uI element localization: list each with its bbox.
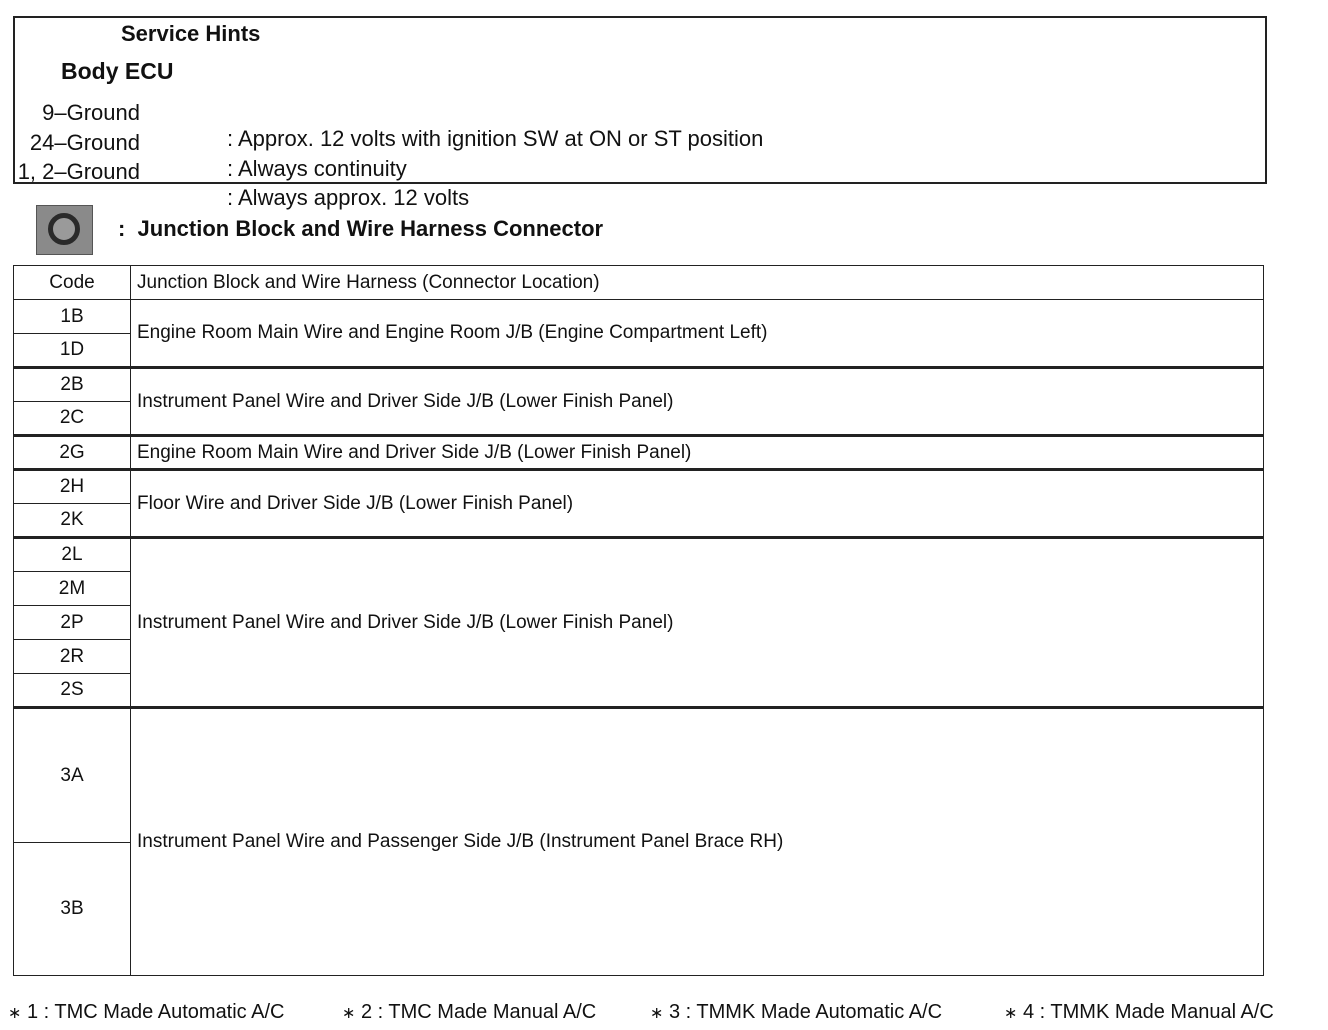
connector-location: Engine Room Main Wire and Driver Side J/B (Lower Finish Panel): [131, 436, 1264, 470]
table-row: [14, 436, 1264, 470]
connector-code: 3A: [14, 708, 131, 843]
connector-location: Instrument Panel Wire and Driver Side J/B (Lower Finish Panel): [131, 368, 1264, 436]
connector-location: Instrument Panel Wire and Driver Side J/B (Lower Finish Panel): [131, 538, 1264, 708]
table-row: [14, 470, 1264, 504]
connector-code: 2P: [14, 606, 131, 640]
table-row: [14, 708, 1264, 843]
table-row: [14, 300, 1264, 334]
footnote: ∗ 3 : TMMK Made Automatic A/C: [650, 1001, 943, 1023]
connector-table: [13, 265, 1264, 976]
connector-code: 2C: [14, 402, 131, 436]
hint-label: 9–Ground: [42, 100, 140, 125]
hint-text: : Always continuity: [227, 156, 407, 181]
table-row: [14, 368, 1264, 402]
location-header: Junction Block and Wire Harness (Connector Location): [131, 266, 1264, 300]
connector-code: 1B: [14, 300, 131, 334]
table-row: [14, 538, 1264, 572]
junction-connector-icon: [36, 205, 93, 255]
footnote: ∗ 2 : TMC Made Manual A/C: [342, 1001, 597, 1023]
connector-location: Engine Room Main Wire and Engine Room J/B (Engine Compartment Left): [131, 300, 1264, 368]
code-header: Code: [14, 266, 131, 300]
footnote: ∗ 4 : TMMK Made Manual A/C: [1004, 1001, 1274, 1023]
connector-code: 2R: [14, 640, 131, 674]
junction-block-title: : Junction Block and Wire Harness Connector: [118, 216, 604, 241]
connector-ring-icon: [48, 213, 80, 245]
hint-text: : Approx. 12 volts with ignition SW at ON or ST position: [227, 126, 764, 151]
connector-code: 2S: [14, 674, 131, 708]
connector-code: 2H: [14, 470, 131, 504]
table-header-row: [14, 266, 1264, 300]
connector-location: Floor Wire and Driver Side J/B (Lower Finish Panel): [131, 470, 1264, 538]
connector-code: 2M: [14, 572, 131, 606]
footnote: ∗ 1 : TMC Made Automatic A/C: [8, 1001, 285, 1023]
connector-location: Instrument Panel Wire and Passenger Side J/B (Instrument Panel Brace RH): [131, 708, 1264, 976]
connector-code: 3B: [14, 843, 131, 976]
connector-code: 1D: [14, 334, 131, 368]
hint-label: 24–Ground: [29, 130, 140, 155]
hint-label: 1, 2–Ground: [17, 159, 140, 184]
connector-code: 2K: [14, 504, 131, 538]
connector-code: 2G: [14, 436, 131, 470]
connector-code: 2B: [14, 368, 131, 402]
body-ecu-heading: Body ECU: [61, 58, 174, 84]
service-hints-title: Service Hints: [107, 22, 274, 46]
service-hints-box: [13, 16, 1267, 210]
footnotes: [8, 998, 1318, 1026]
hint-text: : Always approx. 12 volts: [227, 185, 470, 210]
connector-code: 2L: [14, 538, 131, 572]
